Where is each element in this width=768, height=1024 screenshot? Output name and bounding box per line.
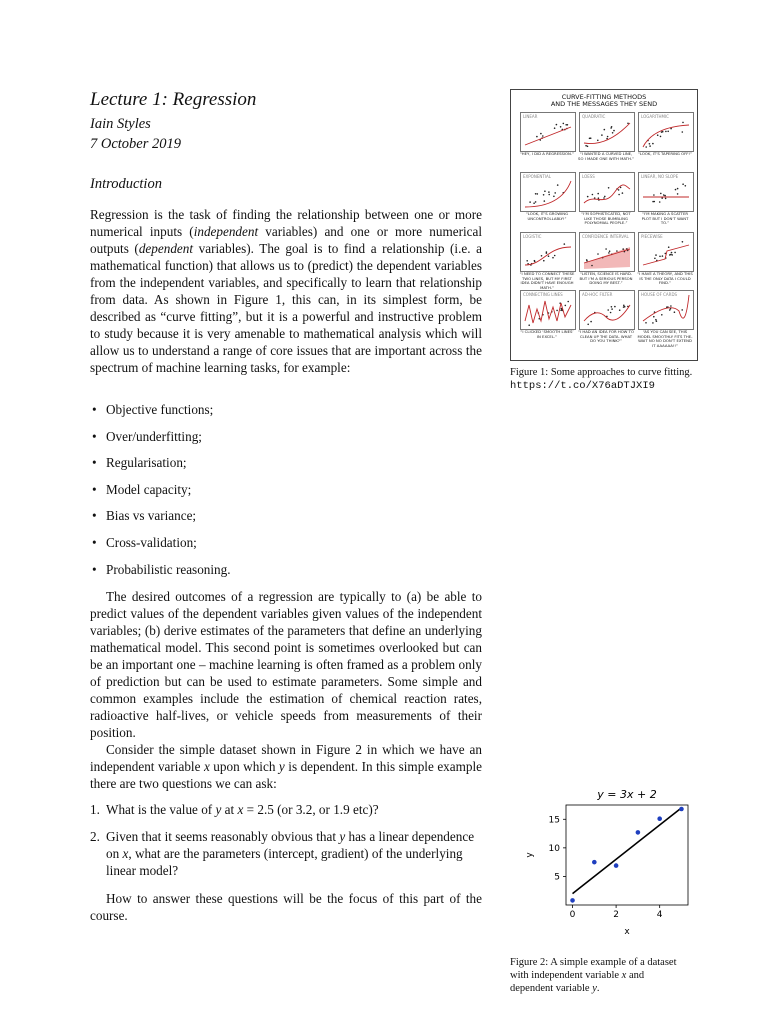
panel-dot <box>587 146 589 148</box>
list-item: • Over/underfitting; <box>90 427 482 454</box>
x-tick-label: 4 <box>656 910 663 920</box>
bullet-list <box>90 400 482 586</box>
panel-dot <box>548 194 550 196</box>
fit-curve <box>525 181 571 207</box>
panel-dot <box>604 196 606 198</box>
page-title: Lecture 1: Regression <box>90 89 257 110</box>
panel-caption: “HEY, I DID A REGRESSION.” <box>519 151 575 156</box>
panel-dot <box>652 143 654 145</box>
panel-dot <box>607 136 609 138</box>
panel-dot <box>664 195 666 197</box>
panel-dot <box>655 254 657 256</box>
panel-dot <box>675 189 677 191</box>
data-point <box>679 807 684 812</box>
data-point <box>614 863 619 868</box>
comic-panel <box>638 172 694 212</box>
y-tick-label: 10 <box>548 843 560 854</box>
data-point <box>592 860 597 865</box>
panel-dot <box>622 248 624 250</box>
panel-dot <box>528 324 530 326</box>
x-axis-label: x <box>624 927 630 937</box>
panel-caption: “I NEED TO CONNECT THESE TWO LINES, BUT MY FIRST IDEA DIDN’T HAVE ENOUGH MATH.” <box>519 271 575 290</box>
fit-curve <box>584 123 630 144</box>
panel-label: HOUSE OF CARDS <box>641 292 678 297</box>
list-item: • Objective functions; <box>90 400 482 427</box>
panel-plot <box>521 173 575 211</box>
list-item: • Cross-validation; <box>90 533 482 560</box>
intro-paragraph: Regression is the task of finding the relationship between one or more numerical inputs (independent variables) and one or more numerical outputs (dependent variables). The goal is to find a relationship (i.e. a mathematical function) that allows us to (predict) the dependent variables from the independent variables, and specifically to learn that relationship from data. As shown in Figure 1, this can, in its simplest form, be described as “curve fitting”, but it is a powerful and instructive problem to study because it is very amenable to mathematical analysis which will allow us to understand a range of core issues that are important across the spectrum of machine learning tasks, for example: <box>90 207 482 375</box>
panel-dot <box>682 241 684 243</box>
panel-dot <box>623 305 625 307</box>
panel-dot <box>649 145 651 147</box>
y-axis-label: y <box>525 852 535 858</box>
panel-dot <box>556 124 558 126</box>
panel-dot <box>614 306 616 308</box>
confidence-band <box>584 247 630 269</box>
panel-dot <box>609 250 611 252</box>
y-tick-label: 5 <box>554 872 560 883</box>
panel-label: LOESS <box>582 174 595 179</box>
panel-dot <box>661 197 663 199</box>
panel-dot <box>656 320 658 322</box>
panel-dot <box>670 254 672 256</box>
panel-plot <box>580 173 634 211</box>
panel-dot <box>546 251 548 253</box>
panel-dot <box>603 197 605 199</box>
panel-dot <box>682 183 684 185</box>
panel-dot <box>591 265 593 267</box>
panel-dot <box>610 127 612 129</box>
section-heading: Introduction <box>90 176 162 192</box>
panel-dot <box>592 194 594 196</box>
panel-caption: “I’M MAKING A SCATTER PLOT BUT I DON’T WANT TO.” <box>641 211 689 226</box>
panel-dot <box>590 137 592 139</box>
panel-dot <box>670 305 672 307</box>
panel-dot <box>535 201 537 203</box>
comic-title: CURVE-FITTING METHODS AND THE MESSAGES THEY SEND <box>550 93 658 108</box>
panel-dot <box>660 193 662 195</box>
panel-dot <box>677 188 679 190</box>
figure1-caption: Figure 1: Some approaches to curve fitting. https://t.co/X76aDTJXI9 <box>510 367 693 392</box>
panel-dot <box>668 246 670 248</box>
panel-dot <box>608 187 610 189</box>
comic-panel <box>638 290 694 330</box>
panel-label: PIECEWISE <box>641 234 663 239</box>
outcomes-paragraph: The desired outcomes of a regression are typically to (a) be able to predict values of the dependent variables given values of the independent variables; (b) derive estimates of the parameters that define an underlying mathematical model. This second point is sometimes overlooked but can be an important one – machine learning is often framed as a problem only of prediction but can be used to estimate parameters. Some simple and common examples include the estimation of chemical reaction rates, radioactive half-lives, or vehicle speeds from measurements of their position. <box>90 589 482 740</box>
panel-dot <box>659 201 661 203</box>
panel-dot <box>544 200 546 202</box>
comic-panel <box>520 232 576 272</box>
panel-dot <box>560 310 562 312</box>
panel-caption: “AS YOU CAN SEE, THIS MODEL SMOOTHLY FITS THE- WAIT NO NO DON’T EXTEND IT AAAAAA!!” <box>637 329 693 348</box>
comic-panel <box>579 172 635 212</box>
panel-dot <box>554 127 556 129</box>
x-tick-label: 0 <box>569 910 576 920</box>
panel-dot <box>590 321 592 323</box>
panel-caption: “I’M SOPHISTICATED, NOT LIKE THOSE BUMBLING POLYNOMIAL PEOPLE.” <box>581 211 631 226</box>
panel-plot <box>639 291 693 329</box>
panel-label: LINEAR <box>523 114 538 119</box>
panel-dot <box>660 136 662 138</box>
comic-panel <box>520 112 576 152</box>
panel-caption: “I HAVE A THEORY, AND THIS IS THE ONLY DATA I COULD FIND.” <box>637 271 693 286</box>
panel-dot <box>671 254 673 256</box>
panel-dot <box>557 184 559 186</box>
list-item: • Bias vs variance; <box>90 506 482 533</box>
panel-plot <box>639 113 693 151</box>
panel-dot <box>529 201 531 203</box>
panel-dot <box>564 243 566 245</box>
fit-curve <box>525 127 571 145</box>
panel-dot <box>653 316 655 318</box>
panel-dot <box>612 132 614 134</box>
panel-label: EXPONENTIAL <box>523 174 551 179</box>
panel-dot <box>663 194 665 196</box>
panel-dot <box>665 198 667 200</box>
panel-dot <box>667 131 669 133</box>
scatter-chart <box>515 782 715 942</box>
panel-dot <box>607 309 609 311</box>
panel-dot <box>535 193 537 195</box>
panel-plot <box>521 233 575 271</box>
comic-panel <box>638 112 694 152</box>
panel-dot <box>563 123 565 125</box>
panel-label: CONNECTING LINES <box>523 292 563 297</box>
panel-dot <box>682 122 684 124</box>
panel-dot <box>526 260 528 262</box>
panel-dot <box>594 197 596 199</box>
panel-dot <box>624 306 626 308</box>
date: 7 October 2019 <box>90 136 182 152</box>
panel-dot <box>661 314 663 316</box>
panel-dot <box>645 322 647 324</box>
panel-dot <box>659 256 661 258</box>
panel-dot <box>618 189 620 191</box>
panel-dot <box>662 255 664 257</box>
panel-dot <box>560 126 562 128</box>
panel-plot <box>521 113 575 151</box>
fit-curve <box>584 185 630 203</box>
panel-dot <box>543 260 545 262</box>
panel-dot <box>554 192 556 194</box>
panel-dot <box>556 310 558 312</box>
panel-dot <box>654 201 656 203</box>
panel-dot <box>605 248 607 250</box>
chart-title: y = 3x + 2 <box>597 788 657 801</box>
panel-dot <box>682 131 684 133</box>
panel-dot <box>677 193 679 195</box>
list-item: • Probabilistic reasoning. <box>90 560 482 587</box>
fit-curve <box>643 245 689 265</box>
panel-dot <box>622 192 624 194</box>
panel-dot <box>537 193 539 195</box>
comic-panel <box>520 290 576 330</box>
comic-panel <box>520 172 576 212</box>
panel-dot <box>662 131 664 133</box>
panel-dot <box>613 130 615 132</box>
panel-dot <box>587 324 589 326</box>
list-item: • Model capacity; <box>90 480 482 507</box>
curve-fitting-comic <box>510 89 698 361</box>
figure2-caption: Figure 2: A simple example of a dataset with independent variable x and dependent variable y. <box>510 957 677 994</box>
panel-dot <box>674 311 676 313</box>
panel-dot <box>665 131 667 133</box>
panel-dot <box>645 146 647 148</box>
panel-dot <box>554 255 556 257</box>
panel-label: CONFIDENCE INTERVAL <box>582 234 629 239</box>
panel-plot <box>580 291 634 329</box>
panel-caption: “LISTEN, SCIENCE IS HARD. BUT I’M A SERIOUS PERSON DOING MY BEST.” <box>579 271 633 286</box>
panel-dot <box>657 134 659 136</box>
data-point <box>570 898 575 903</box>
panel-dot <box>611 308 613 310</box>
fit-line <box>573 808 682 894</box>
comic-panel <box>579 112 635 152</box>
panel-dot <box>552 257 554 259</box>
panel-plot <box>521 291 575 329</box>
data-point <box>636 830 641 835</box>
panel-label: LOGISTIC <box>523 234 542 239</box>
panel-label: AD-HOC FILTER <box>582 292 613 297</box>
panel-label: LINEAR, NO SLOPE <box>641 174 679 179</box>
panel-dot <box>653 194 655 196</box>
panel-dot <box>655 319 657 321</box>
y-tick-label: 15 <box>548 815 560 826</box>
author: Iain Styles <box>90 116 151 132</box>
panel-plot <box>639 173 693 211</box>
panel-dot <box>597 193 599 195</box>
panel-dot <box>670 308 672 310</box>
panel-caption: “I HAD AN IDEA FOR HOW TO CLEAN UP THE DATA. WHAT DO YOU THINK?” <box>578 329 634 344</box>
panel-dot <box>542 135 544 137</box>
panel-caption: “LOOK, IT’S GROWING UNCONTROLLABLY!” <box>525 211 569 221</box>
panel-dot <box>534 260 536 262</box>
panel-dot <box>544 190 546 192</box>
axes-frame <box>566 805 688 905</box>
panel-dot <box>618 194 620 196</box>
panel-dot <box>548 191 550 193</box>
panel-dot <box>652 322 654 324</box>
panel-dot <box>619 309 621 311</box>
panel-plot <box>639 233 693 271</box>
panel-dot <box>610 312 612 314</box>
panel-dot <box>540 133 542 135</box>
panel-dot <box>649 143 651 145</box>
list-item: 2. Given that it seems reasonably obvious that y has a linear dependence on x, what are the parameters (intercept, gradient) of the underlying linear model? <box>90 829 475 878</box>
question-list <box>90 801 482 889</box>
panel-caption: “LOOK, IT’S TAPERING OFF!” <box>638 151 692 156</box>
panel-label: LOGARITHMIC <box>641 114 669 119</box>
panel-dot <box>601 134 603 136</box>
panel-dot <box>587 196 589 198</box>
panel-dot <box>685 185 687 187</box>
panel-dot <box>548 255 550 257</box>
list-item: 1. What is the value of y at x = 2.5 (or 3.2, or 1.9 etc)? <box>90 802 379 817</box>
fit-curve <box>643 295 689 321</box>
panel-dot <box>604 129 606 131</box>
comic-panel <box>579 290 635 330</box>
panel-caption: “I WANTED A CURVED LINE, SO I MADE ONE WITH MATH.” <box>578 151 634 161</box>
panel-dot <box>654 258 656 260</box>
panel-dot <box>606 138 608 140</box>
fit-curve <box>525 301 571 323</box>
panel-dot <box>616 250 618 252</box>
panel-dot <box>533 202 535 204</box>
panel-caption: “I CLICKED ‘SMOOTH LINES’ IN EXCEL.” <box>520 329 574 339</box>
panel-dot <box>541 255 543 257</box>
panel-dot <box>608 252 610 254</box>
panel-label: QUADRATIC <box>582 114 606 119</box>
panel-dot <box>611 306 613 308</box>
panel-dot <box>543 194 545 196</box>
panel-dot <box>597 253 599 255</box>
data-point <box>657 816 662 821</box>
panel-dot <box>598 197 600 199</box>
panel-dot <box>597 140 599 142</box>
panel-dot <box>565 305 567 307</box>
dataset-paragraph: Consider the simple dataset shown in Figure 2 in which we have an independent variable x upon which y is dependent. In this simple example there are two questions we can ask: <box>90 742 482 791</box>
panel-dot <box>681 309 683 311</box>
panel-dot <box>671 252 673 254</box>
comic-panel <box>638 232 694 272</box>
closing-paragraph: How to answer these questions will be the focus of this part of the course. <box>90 891 482 923</box>
panel-plot <box>580 113 634 151</box>
panel-dot <box>567 124 569 126</box>
comic-panel <box>579 232 635 272</box>
panel-dot <box>567 301 569 303</box>
panel-dot <box>674 252 676 254</box>
panel-dot <box>586 259 588 261</box>
list-item: • Regularisation; <box>90 453 482 480</box>
panel-plot <box>580 233 634 271</box>
panel-dot <box>553 196 555 198</box>
panel-dot <box>585 145 587 147</box>
panel-dot <box>536 136 538 138</box>
x-tick-label: 2 <box>613 910 619 920</box>
